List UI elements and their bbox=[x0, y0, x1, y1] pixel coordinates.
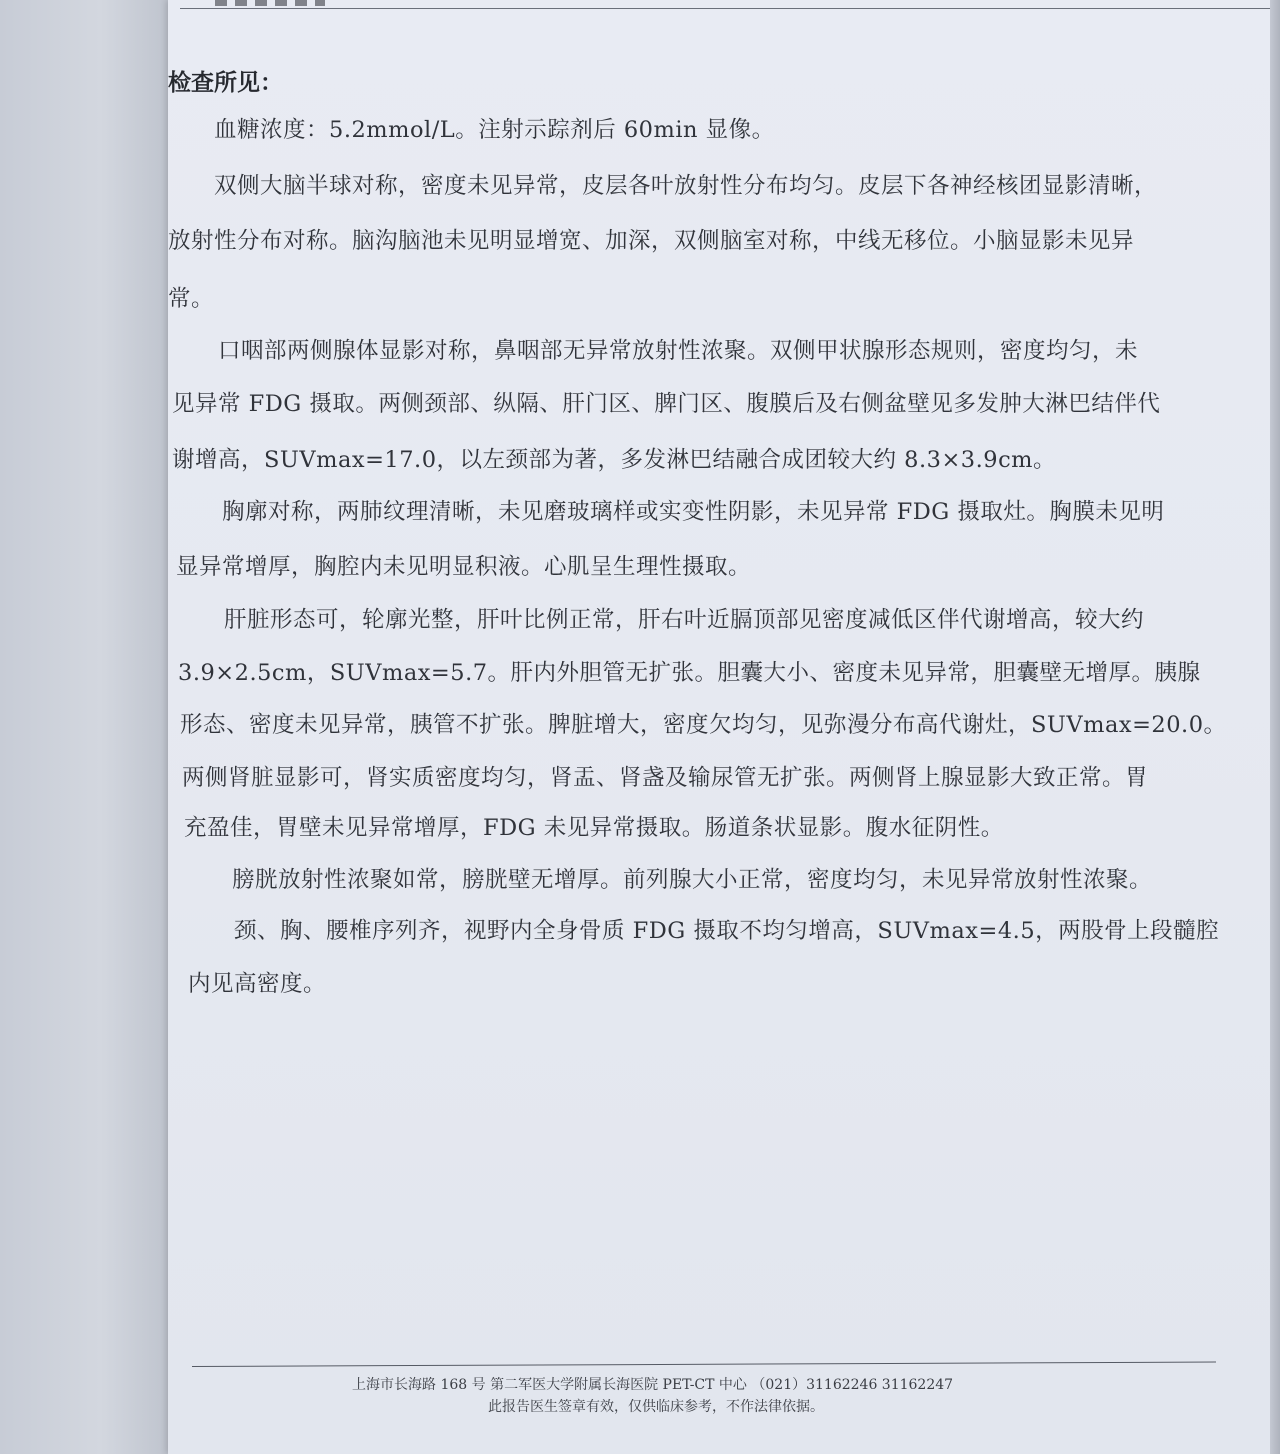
report-line: 充盈佳，胃壁未见异常增厚，FDG 未见异常摄取。肠道条状显影。腹水征阴性。 bbox=[184, 815, 1004, 841]
report-line: 常。 bbox=[168, 286, 215, 312]
footer-disclaimer: 此报告医生签章有效，仅供临床参考，不作法律依据。 bbox=[488, 1399, 824, 1415]
report-line: 双侧大脑半球对称，密度未见异常，皮层各叶放射性分布均匀。皮层下各神经核团显影清晰， bbox=[214, 173, 1158, 199]
section-title: 检查所见： bbox=[168, 69, 283, 96]
report-line: 膀胱放射性浓聚如常，膀胱壁无增厚。前列腺大小正常，密度均匀，未见异常放射性浓聚。 bbox=[232, 867, 1153, 893]
report-line: 显异常增厚，胸腔内未见明显积液。心肌呈生理性摄取。 bbox=[176, 554, 752, 580]
page-edge bbox=[1270, 0, 1280, 1454]
report-line: 内见高密度。 bbox=[188, 971, 327, 997]
header-fragment bbox=[215, 0, 335, 6]
report-line: 放射性分布对称。脑沟脑池未见明显增宽、加深，双侧脑室对称，中线无移位。小脑显影未见异 bbox=[168, 228, 1135, 254]
header-rule bbox=[180, 8, 1270, 9]
report-line: 谢增高，SUVmax=17.0，以左颈部为著，多发淋巴结融合成团较大约 8.3×3.9cm。 bbox=[172, 447, 1057, 473]
footer-address: 上海市长海路 168 号 第二军医大学附属长海医院 PET-CT 中心 （021）31162246 31162247 bbox=[352, 1377, 954, 1393]
report-line: 肝脏形态可，轮廓光整，肝叶比例正常，肝右叶近膈顶部见密度减低区伴代谢增高，较大约 bbox=[224, 607, 1145, 633]
report-line: 血糖浓度：5.2mmol/L。注射示踪剂后 60min 显像。 bbox=[214, 117, 775, 143]
report-line: 两侧肾脏显影可，肾实质密度均匀，肾盂、肾盏及输尿管无扩张。两侧肾上腺显影大致正常。胃 bbox=[182, 765, 1149, 791]
report-line: 口咽部两侧腺体显影对称，鼻咽部无异常放射性浓聚。双侧甲状腺形态规则，密度均匀，未 bbox=[218, 338, 1139, 364]
binding-edge bbox=[0, 0, 168, 1454]
report-line: 胸廓对称，两肺纹理清晰，未见磨玻璃样或实变性阴影，未见异常 FDG 摄取灶。胸膜未见明 bbox=[222, 499, 1165, 525]
report-line: 颈、胸、腰椎序列齐，视野内全身骨质 FDG 摄取不均匀增高，SUVmax=4.5，两股骨上段髓腔 bbox=[234, 918, 1220, 944]
report-line: 形态、密度未见异常，胰管不扩张。脾脏增大，密度欠均匀，见弥漫分布高代谢灶，SUVmax=20.0。 bbox=[180, 712, 1227, 738]
report-line: 见异常 FDG 摄取。两侧颈部、纵隔、肝门区、脾门区、腹膜后及右侧盆壁见多发肿大淋巴结伴代 bbox=[172, 391, 1161, 417]
report-line: 3.9×2.5cm，SUVmax=5.7。肝内外胆管无扩张。胆囊大小、密度未见异常，胆囊壁无增厚。胰腺 bbox=[178, 660, 1201, 686]
